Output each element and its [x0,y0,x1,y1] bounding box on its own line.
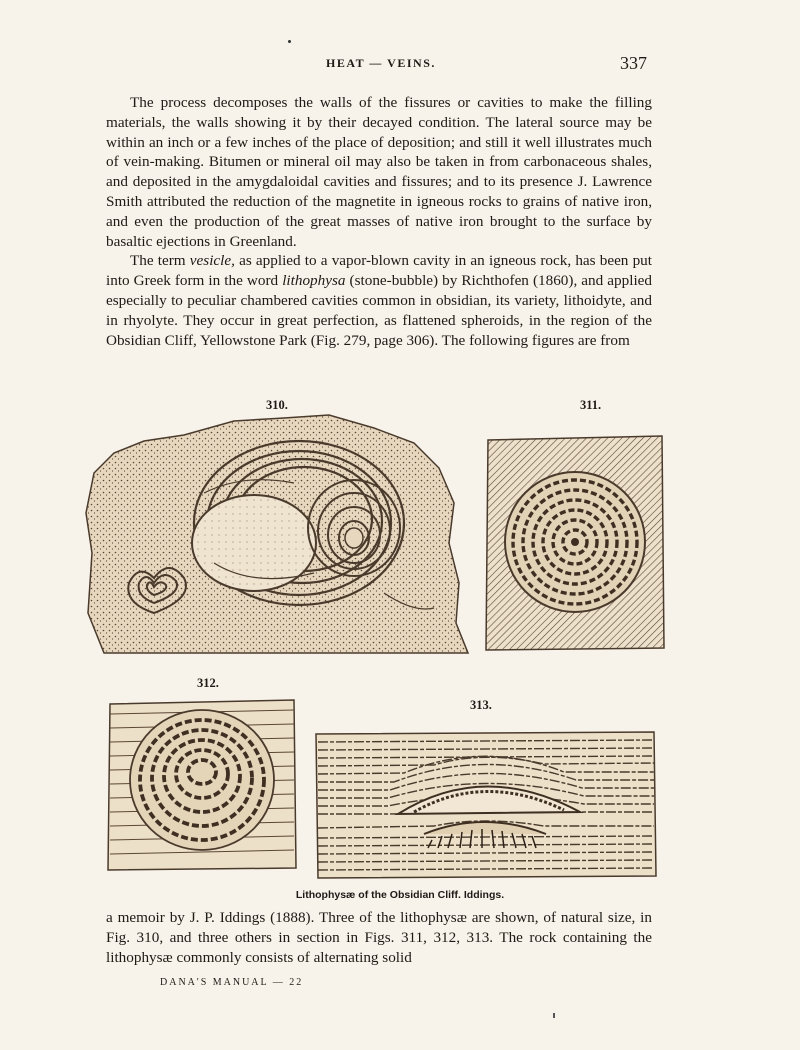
paragraph [106,251,652,350]
italic-term: lithophysa [282,272,346,290]
text-run: (stone-bubble) by Richthofen (1860), and applied especially to peculiar chambered cavities common in obsidian, its variety, lithoidyte, and in rhyolyte. They occur in great perfection, as flattened spheroids, in the region of the Obsidian Cliff, Yellowstone Park (Fig. 279, page 306). The following figures are from [106,272,652,349]
print-mark [553,1013,555,1018]
text-run: The process decomposes the walls of the fissures or cavities to make the filling materials, the walls showing it by their decayed condition. The lateral source may be within an inch or a few inches of the place of deposition; and still it well illustrates much of vein-making. Bitumen or mineral oil may also be taken in from carbonaceous shales, and deposited in the amygdaloidal cavities and fissures; and to its presence J. Lawrence Smith attributed the reduction of the magnetite in igneous rocks to grains of native iron, and even the production of the great masses of native iron brought to the surface by basaltic ejections in Greenland. [106,94,652,250]
italic-term: vesicle, [189,252,235,270]
body-text [106,93,652,350]
print-speck [288,40,291,43]
figure-313-engraving [314,730,658,880]
figure-number-313: 313. [470,698,492,712]
running-head [0,53,800,76]
text-run: as applied to a vapor-blown cavity in an igneous rock, has been put into Greek form in the word [106,252,652,290]
continuation-paragraph: a memoir by J. P. Iddings (1888). Three of the lithophysæ are shown, of natural size, in Fig. 310, and three others in section in Figs. 311, 312, 313. The rock containing the lithophysæ commonly consists of alternating solid [106,909,652,966]
signature-mark: DANA'S MANUAL — 22 [160,977,304,988]
figure-caption: Lithophysæ of the Obsidian Cliff. Iddings. [295,889,505,901]
figure-312-engraving [104,696,300,874]
figure-311-engraving [484,434,666,652]
running-title: HEAT — VEINS. [326,56,436,70]
figure-number-311: 311. [580,398,602,412]
figure-number-312: 312. [197,676,219,690]
paragraph [106,93,652,251]
continuation-text [106,908,652,967]
figure-number-310: 310. [266,398,288,412]
figure-310-engraving [84,413,474,657]
text-run: The term [130,252,190,270]
page-number: 337 [620,53,647,73]
